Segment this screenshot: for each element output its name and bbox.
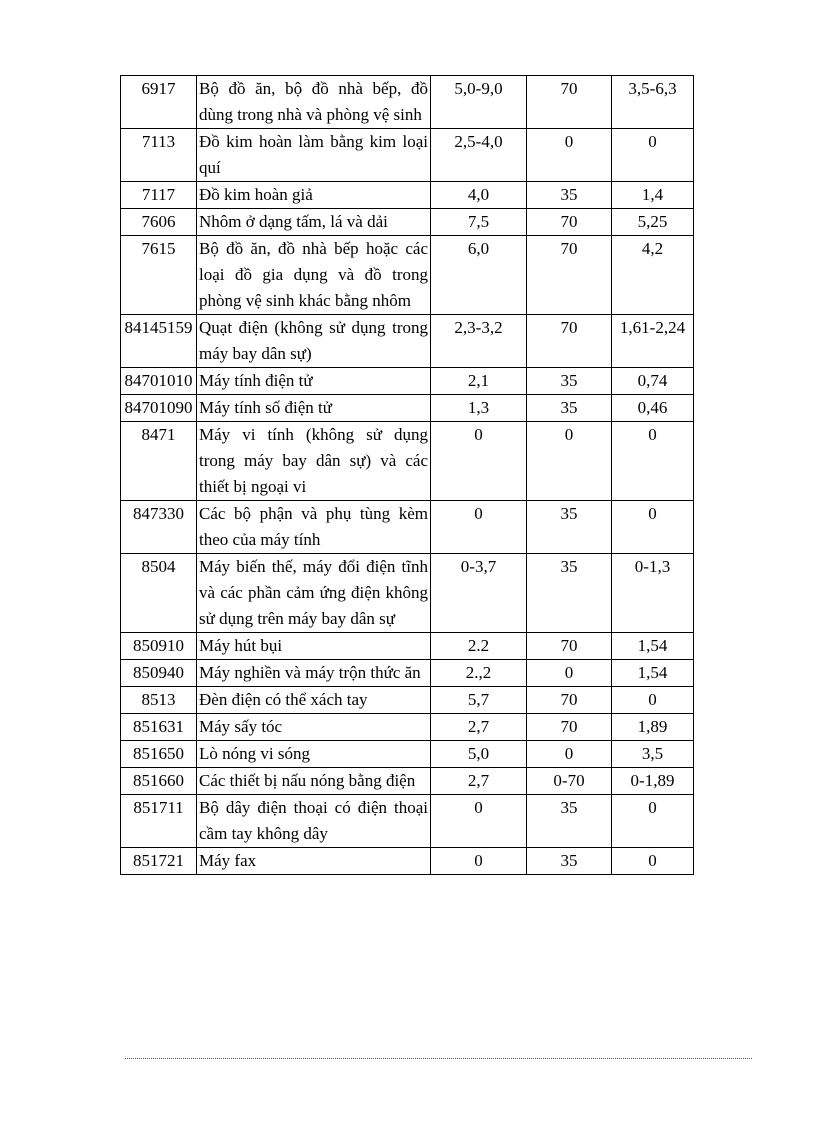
table-row bbox=[121, 633, 694, 660]
table-row bbox=[121, 315, 694, 368]
value-cell: 1,61-2,24 bbox=[612, 315, 694, 368]
value-cell: 1,89 bbox=[612, 714, 694, 741]
description-cell: Các thiết bị nấu nóng bằng điện bbox=[197, 768, 431, 795]
hs-code-cell: 850940 bbox=[121, 660, 197, 687]
value-cell: 0-1,3 bbox=[612, 554, 694, 633]
description-cell: Máy vi tính (không sử dụng trong máy bay dân sự) và các thiết bị ngoại vi bbox=[197, 422, 431, 501]
table-row bbox=[121, 714, 694, 741]
tariff-table-body bbox=[121, 76, 694, 875]
hs-code-cell: 7615 bbox=[121, 236, 197, 315]
description-cell: Đồ kim hoàn giả bbox=[197, 182, 431, 209]
hs-code-cell: 851721 bbox=[121, 848, 197, 875]
rate-cell: 1,3 bbox=[431, 395, 527, 422]
value-cell: 0 bbox=[612, 848, 694, 875]
hs-code-cell: 851711 bbox=[121, 795, 197, 848]
hs-code-cell: 6917 bbox=[121, 76, 197, 129]
description-cell: Máy tính số điện tử bbox=[197, 395, 431, 422]
percent-cell: 35 bbox=[527, 395, 612, 422]
value-cell: 0 bbox=[612, 422, 694, 501]
table-row bbox=[121, 768, 694, 795]
rate-cell: 0 bbox=[431, 795, 527, 848]
description-cell: Bộ đồ ăn, bộ đồ nhà bếp, đồ dùng trong nhà và phòng vệ sinh bbox=[197, 76, 431, 129]
rate-cell: 7,5 bbox=[431, 209, 527, 236]
hs-code-cell: 851650 bbox=[121, 741, 197, 768]
hs-code-cell: 851660 bbox=[121, 768, 197, 795]
percent-cell: 70 bbox=[527, 209, 612, 236]
description-cell: Máy nghiền và máy trộn thức ăn bbox=[197, 660, 431, 687]
table-row bbox=[121, 554, 694, 633]
percent-cell: 70 bbox=[527, 633, 612, 660]
hs-code-cell: 7117 bbox=[121, 182, 197, 209]
value-cell: 0 bbox=[612, 129, 694, 182]
percent-cell: 35 bbox=[527, 182, 612, 209]
table-row bbox=[121, 182, 694, 209]
description-cell: Máy hút bụi bbox=[197, 633, 431, 660]
percent-cell: 35 bbox=[527, 848, 612, 875]
value-cell: 0,74 bbox=[612, 368, 694, 395]
hs-code-cell: 8513 bbox=[121, 687, 197, 714]
value-cell: 1,54 bbox=[612, 633, 694, 660]
percent-cell: 70 bbox=[527, 76, 612, 129]
percent-cell: 70 bbox=[527, 687, 612, 714]
percent-cell: 0-70 bbox=[527, 768, 612, 795]
percent-cell: 0 bbox=[527, 660, 612, 687]
value-cell: 1,54 bbox=[612, 660, 694, 687]
percent-cell: 0 bbox=[527, 422, 612, 501]
percent-cell: 70 bbox=[527, 315, 612, 368]
rate-cell: 6,0 bbox=[431, 236, 527, 315]
table-row bbox=[121, 236, 694, 315]
table-row bbox=[121, 687, 694, 714]
description-cell: Máy fax bbox=[197, 848, 431, 875]
hs-code-cell: 84701090 bbox=[121, 395, 197, 422]
rate-cell: 2.,2 bbox=[431, 660, 527, 687]
hs-code-cell: 8504 bbox=[121, 554, 197, 633]
percent-cell: 70 bbox=[527, 236, 612, 315]
value-cell: 3,5 bbox=[612, 741, 694, 768]
rate-cell: 2,1 bbox=[431, 368, 527, 395]
description-cell: Nhôm ở dạng tấm, lá và dải bbox=[197, 209, 431, 236]
value-cell: 3,5-6,3 bbox=[612, 76, 694, 129]
percent-cell: 70 bbox=[527, 714, 612, 741]
table-row bbox=[121, 395, 694, 422]
description-cell: Máy biến thế, máy đổi điện tĩnh và các phần cảm ứng điện không sử dụng trên máy bay dân sự bbox=[197, 554, 431, 633]
value-cell: 0 bbox=[612, 501, 694, 554]
table-row bbox=[121, 368, 694, 395]
hs-code-cell: 84701010 bbox=[121, 368, 197, 395]
description-cell: Lò nóng vi sóng bbox=[197, 741, 431, 768]
rate-cell: 2.2 bbox=[431, 633, 527, 660]
rate-cell: 2,7 bbox=[431, 714, 527, 741]
rate-cell: 5,0 bbox=[431, 741, 527, 768]
value-cell: 5,25 bbox=[612, 209, 694, 236]
rate-cell: 2,3-3,2 bbox=[431, 315, 527, 368]
rate-cell: 0 bbox=[431, 501, 527, 554]
rate-cell: 4,0 bbox=[431, 182, 527, 209]
percent-cell: 0 bbox=[527, 741, 612, 768]
table-row bbox=[121, 848, 694, 875]
value-cell: 0 bbox=[612, 687, 694, 714]
rate-cell: 2,7 bbox=[431, 768, 527, 795]
hs-code-cell: 84145159 bbox=[121, 315, 197, 368]
hs-code-cell: 847330 bbox=[121, 501, 197, 554]
table-row bbox=[121, 209, 694, 236]
value-cell: 0,46 bbox=[612, 395, 694, 422]
table-row bbox=[121, 129, 694, 182]
table-row bbox=[121, 422, 694, 501]
value-cell: 0-1,89 bbox=[612, 768, 694, 795]
value-cell: 4,2 bbox=[612, 236, 694, 315]
rate-cell: 0 bbox=[431, 422, 527, 501]
tariff-table bbox=[120, 75, 694, 875]
table-row bbox=[121, 795, 694, 848]
rate-cell: 0 bbox=[431, 848, 527, 875]
description-cell: Quạt điện (không sử dụng trong máy bay dân sự) bbox=[197, 315, 431, 368]
percent-cell: 35 bbox=[527, 501, 612, 554]
description-cell: Bộ đồ ăn, đồ nhà bếp hoặc các loại đồ gia dụng và đồ trong phòng vệ sinh khác bằng nhôm bbox=[197, 236, 431, 315]
table-row bbox=[121, 76, 694, 129]
percent-cell: 35 bbox=[527, 368, 612, 395]
rate-cell: 0-3,7 bbox=[431, 554, 527, 633]
percent-cell: 35 bbox=[527, 554, 612, 633]
hs-code-cell: 850910 bbox=[121, 633, 197, 660]
value-cell: 0 bbox=[612, 795, 694, 848]
description-cell: Các bộ phận và phụ tùng kèm theo của máy tính bbox=[197, 501, 431, 554]
percent-cell: 0 bbox=[527, 129, 612, 182]
value-cell: 1,4 bbox=[612, 182, 694, 209]
description-cell: Đèn điện có thể xách tay bbox=[197, 687, 431, 714]
rate-cell: 2,5-4,0 bbox=[431, 129, 527, 182]
hs-code-cell: 7606 bbox=[121, 209, 197, 236]
hs-code-cell: 7113 bbox=[121, 129, 197, 182]
table-row bbox=[121, 660, 694, 687]
description-cell: Máy sấy tóc bbox=[197, 714, 431, 741]
percent-cell: 35 bbox=[527, 795, 612, 848]
footer-divider bbox=[125, 1058, 752, 1059]
hs-code-cell: 851631 bbox=[121, 714, 197, 741]
description-cell: Bộ dây điện thoại có điện thoại cầm tay không dây bbox=[197, 795, 431, 848]
rate-cell: 5,7 bbox=[431, 687, 527, 714]
table-row bbox=[121, 501, 694, 554]
table-row bbox=[121, 741, 694, 768]
description-cell: Đồ kim hoàn làm bằng kim loại quí bbox=[197, 129, 431, 182]
rate-cell: 5,0-9,0 bbox=[431, 76, 527, 129]
description-cell: Máy tính điện tử bbox=[197, 368, 431, 395]
hs-code-cell: 8471 bbox=[121, 422, 197, 501]
